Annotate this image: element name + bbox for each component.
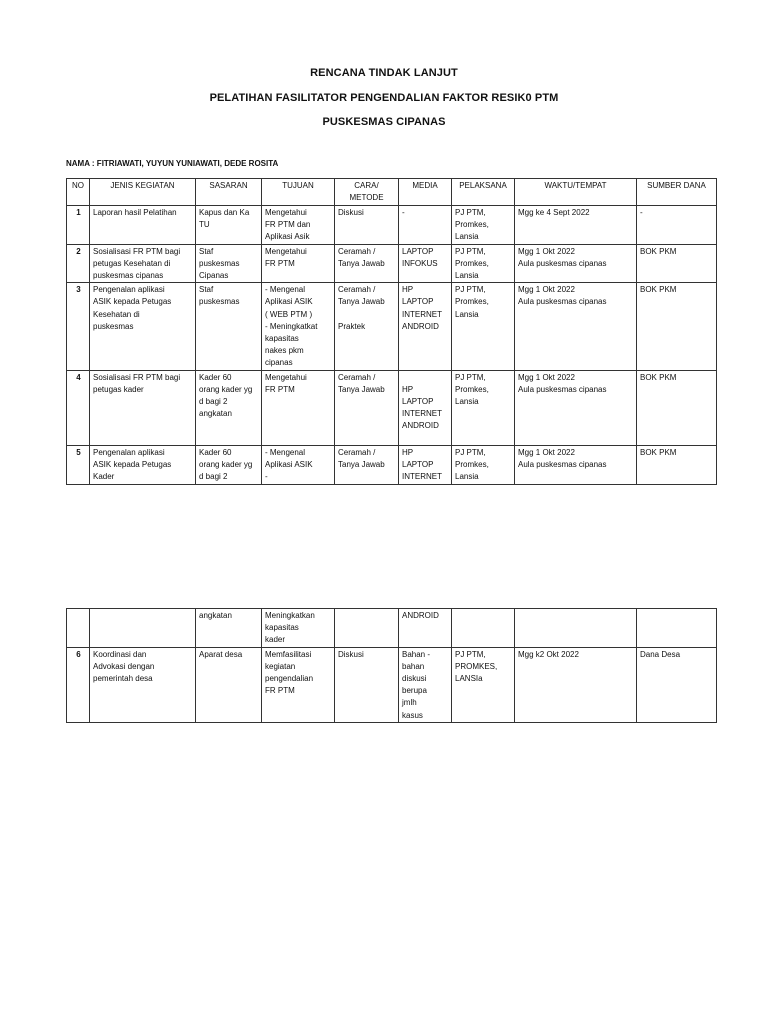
cell-media [399, 283, 452, 370]
cell-line: SUMBER DANA [647, 181, 706, 190]
cell-pelaksana [452, 370, 515, 445]
cell-line: INTERNET [402, 309, 442, 319]
cell-line: puskesmas [199, 297, 240, 307]
cell-line: Mengetahui [265, 246, 307, 256]
cell-waktu-tempat [515, 283, 637, 370]
cell-line [518, 610, 634, 622]
cell-line: PJ PTM, [455, 208, 486, 217]
cell-sasaran [196, 244, 262, 283]
cell-line: LAPTOP [402, 459, 434, 469]
cell-cara-metode [335, 370, 399, 445]
cell-line: Tanya Jawab [338, 297, 385, 307]
cell-line [93, 610, 193, 622]
cell-line: Tanya Jawab [338, 258, 385, 268]
cell-tujuan [262, 609, 335, 648]
cell-media [399, 647, 452, 722]
cell-line [455, 610, 512, 622]
cell-line: Ceramah / [338, 447, 376, 457]
cell-line: ASIK kepada Petugas [93, 459, 172, 469]
cell-line: Aparat desa [199, 649, 243, 659]
cell-media [399, 370, 452, 445]
document-organization: PUSKESMAS CIPANAS [322, 116, 446, 128]
cell-line: PROMKES, [455, 661, 498, 671]
cell-line: BOK PKM [640, 372, 677, 382]
cell-line: - [265, 472, 268, 482]
cell-line: d bagi 2 [199, 397, 228, 407]
cell-sumber-dana [637, 370, 717, 445]
cell-jenis-kegiatan [90, 206, 196, 245]
cell-line: ( WEB PTM ) [265, 309, 313, 319]
cell-line: INTERNET [402, 409, 442, 419]
cell-line: METODE [349, 193, 384, 203]
cell-line: WAKTU/TEMPAT [544, 181, 607, 190]
cell-waktu-tempat [515, 370, 637, 445]
cell-waktu-tempat [515, 445, 637, 484]
cell-waktu-tempat [515, 244, 637, 283]
cell-line: CARA/ [354, 181, 379, 190]
cell-waktu-tempat [515, 179, 637, 206]
cell-line: puskesmas cipanas [93, 271, 164, 281]
cell-line: ASIK kepada Petugas [93, 297, 172, 307]
cell-line: ANDROID [402, 421, 439, 431]
cell-line: Dana Desa [640, 649, 681, 659]
cell-line: BOK PKM [640, 447, 677, 457]
cell-jenis-kegiatan [90, 179, 196, 206]
cell-line: Lansia [455, 309, 479, 319]
cell-sumber-dana [637, 244, 717, 283]
cell-line: Aplikasi ASIK [265, 297, 313, 307]
cell-media [399, 609, 452, 648]
cell-line: Promkes, [455, 384, 489, 394]
cell-line: BOK PKM [640, 285, 677, 295]
cell-line [70, 610, 87, 622]
cell-line: HP [402, 447, 414, 457]
cell-line: Kesehatan di [93, 309, 140, 319]
cell-line: Lansia [455, 232, 479, 242]
cell-line: Kader 60 [199, 447, 232, 457]
cell-line: LANSIa [455, 674, 483, 684]
cell-line: Advokasi dengan [93, 661, 155, 671]
cell-sumber-dana [637, 206, 717, 245]
document-title: RENCANA TINDAK LANJUT [310, 67, 458, 79]
cell-line: jmlh [402, 698, 417, 708]
cell-no [67, 206, 90, 245]
cell-line: - [402, 208, 405, 217]
cell-line: - Meningkatkat [265, 321, 318, 331]
action-plan-table-page-1 [66, 178, 717, 485]
cell-no [67, 609, 90, 648]
cell-line: orang kader yg [199, 459, 253, 469]
cell-sumber-dana [637, 647, 717, 722]
cell-line [402, 372, 449, 384]
participant-names: NAMA : FITRIAWATI, YUYUN YUNIAWATI, DEDE ROSITA [66, 159, 279, 168]
cell-line: Mgg 1 Okt 2022 [518, 285, 575, 295]
cell-line: Tanya Jawab [338, 384, 385, 394]
cell-line: PJ PTM, [455, 447, 486, 457]
cell-pelaksana [452, 206, 515, 245]
table-row [67, 445, 717, 484]
cell-line: Mgg k2 Okt 2022 [518, 649, 579, 659]
cell-tujuan [262, 206, 335, 245]
cell-jenis-kegiatan [90, 244, 196, 283]
cell-line: berupa [402, 686, 427, 696]
cell-cara-metode [335, 206, 399, 245]
cell-line: kegiatan [265, 661, 296, 671]
cell-jenis-kegiatan [90, 647, 196, 722]
cell-line: 4 [76, 372, 81, 382]
cell-no [67, 179, 90, 206]
cell-line: Ceramah / [338, 246, 376, 256]
cell-line: kasus [402, 710, 423, 720]
cell-line: Mengetahui [265, 372, 307, 382]
cell-line: Mgg 1 Okt 2022 [518, 372, 575, 382]
cell-line: d bagi 2 [199, 472, 228, 482]
cell-line: HP [402, 285, 414, 295]
cell-tujuan [262, 179, 335, 206]
cell-line: Promkes, [455, 459, 489, 469]
cell-line: 5 [76, 447, 81, 457]
cell-media [399, 244, 452, 283]
cell-cara-metode [335, 283, 399, 370]
cell-line [338, 610, 396, 622]
cell-sasaran [196, 609, 262, 648]
cell-line: PJ PTM, [455, 285, 486, 295]
table-row [67, 206, 717, 245]
table-row [67, 647, 717, 722]
cell-line: 6 [76, 649, 81, 659]
cell-line: JENIS KEGIATAN [110, 181, 175, 190]
cell-line: Aplikasi Asik [265, 232, 310, 242]
cell-sumber-dana [637, 445, 717, 484]
cell-line: Meningkatkan [265, 611, 315, 620]
cell-sumber-dana [637, 283, 717, 370]
cell-line: SASARAN [209, 181, 248, 190]
cell-line: angkatan [199, 409, 232, 419]
cell-tujuan [262, 370, 335, 445]
cell-line: PJ PTM, [455, 246, 486, 256]
cell-line: Diskusi [338, 649, 364, 659]
cell-line: Mgg ke 4 Sept 2022 [518, 208, 590, 217]
cell-line: Mengetahui [265, 208, 307, 217]
cell-line: ANDROID [402, 611, 439, 620]
cell-line: Aula puskesmas cipanas [518, 459, 607, 469]
action-plan-table-page-2 [66, 608, 717, 723]
cell-sasaran [196, 445, 262, 484]
cell-line: ANDROID [402, 321, 439, 331]
cell-line: Kader 60 [199, 372, 232, 382]
cell-line: Tanya Jawab [338, 459, 385, 469]
cell-line: TU [199, 220, 210, 230]
cell-line: Aula puskesmas cipanas [518, 297, 607, 307]
cell-line: 2 [76, 246, 81, 256]
cell-pelaksana [452, 179, 515, 206]
cell-line: INFOKUS [402, 258, 438, 268]
cell-line: Pengenalan aplikasi [93, 447, 165, 457]
cell-line: Staf [199, 285, 214, 295]
cell-pelaksana [452, 283, 515, 370]
cell-line: pengendalian [265, 674, 314, 684]
cell-line: kapasitas [265, 334, 299, 344]
cell-line: Kapus dan Ka [199, 208, 250, 217]
cell-line: PJ PTM, [455, 372, 486, 382]
cell-no [67, 647, 90, 722]
cell-line: orang kader yg [199, 384, 253, 394]
cell-line: HP [402, 384, 414, 394]
cell-waktu-tempat [515, 647, 637, 722]
cell-line: LAPTOP [402, 397, 434, 407]
cell-sasaran [196, 179, 262, 206]
cell-sasaran [196, 647, 262, 722]
cell-media [399, 206, 452, 245]
cell-line: Ceramah / [338, 285, 376, 295]
table-row [67, 283, 717, 370]
cell-line: BOK PKM [640, 246, 677, 256]
cell-line: FR PTM [265, 384, 295, 394]
cell-line: Mgg 1 Okt 2022 [518, 447, 575, 457]
cell-line: MEDIA [412, 181, 438, 190]
cell-line: 3 [76, 285, 81, 295]
table-row [67, 609, 717, 648]
cell-line [640, 610, 714, 622]
cell-sasaran [196, 370, 262, 445]
cell-line: Promkes, [455, 220, 489, 230]
cell-line: LAPTOP [402, 246, 434, 256]
cell-media [399, 445, 452, 484]
cell-line: Bahan - [402, 649, 431, 659]
cell-line: Aula puskesmas cipanas [518, 384, 607, 394]
cell-line: pemerintah desa [93, 674, 153, 684]
cell-jenis-kegiatan [90, 283, 196, 370]
cell-no [67, 370, 90, 445]
cell-jenis-kegiatan [90, 609, 196, 648]
cell-line: kapasitas [265, 623, 299, 633]
cell-line [338, 309, 396, 321]
cell-line: Kader [93, 472, 115, 482]
cell-cara-metode [335, 445, 399, 484]
cell-media [399, 179, 452, 206]
cell-pelaksana [452, 609, 515, 648]
cell-line: INTERNET [402, 472, 442, 482]
cell-line: puskesmas [199, 258, 240, 268]
cell-line: Sosialisasi FR PTM bagi [93, 246, 181, 256]
cell-line: Diskusi [338, 208, 364, 217]
cell-line: - Mengenal [265, 447, 306, 457]
cell-line: PELAKSANA [459, 181, 507, 190]
cell-line: Ceramah / [338, 372, 376, 382]
table-row [67, 370, 717, 445]
cell-line: kader [265, 635, 286, 645]
cell-line: Cipanas [199, 271, 229, 281]
cell-sasaran [196, 206, 262, 245]
cell-line: angkatan [199, 611, 232, 620]
cell-cara-metode [335, 647, 399, 722]
cell-line: nakes pkm [265, 346, 304, 356]
cell-line: diskusi [402, 674, 427, 684]
cell-line: Memfasilitasi [265, 649, 312, 659]
cell-pelaksana [452, 445, 515, 484]
document-subtitle: PELATIHAN FASILITATOR PENGENDALIAN FAKTOR RESIK0 PTM [209, 92, 559, 104]
cell-line: FR PTM [265, 258, 295, 268]
cell-line: Mgg 1 Okt 2022 [518, 246, 575, 256]
cell-sumber-dana [637, 609, 717, 648]
cell-line: FR PTM dan [265, 220, 311, 230]
cell-line: Sosialisasi FR PTM bagi [93, 372, 181, 382]
table-row [67, 244, 717, 283]
cell-sasaran [196, 283, 262, 370]
cell-line: petugas kader [93, 384, 144, 394]
cell-cara-metode [335, 609, 399, 648]
cell-no [67, 283, 90, 370]
cell-line: Promkes, [455, 297, 489, 307]
cell-line: Lansia [455, 271, 479, 281]
cell-line: Praktek [338, 321, 366, 331]
table-header-row [67, 179, 717, 206]
cell-line: - [640, 208, 643, 217]
cell-cara-metode [335, 179, 399, 206]
cell-line: Pengenalan aplikasi [93, 285, 165, 295]
cell-cara-metode [335, 244, 399, 283]
cell-line: FR PTM [265, 686, 295, 696]
cell-no [67, 445, 90, 484]
cell-waktu-tempat [515, 609, 637, 648]
cell-line: Aula puskesmas cipanas [518, 258, 607, 268]
cell-no [67, 244, 90, 283]
cell-line: TUJUAN [282, 181, 314, 190]
cell-pelaksana [452, 647, 515, 722]
cell-line: petugas Kesehatan di [93, 258, 171, 268]
cell-jenis-kegiatan [90, 445, 196, 484]
cell-sumber-dana [637, 179, 717, 206]
cell-line: Laporan hasil Pelatihan [93, 208, 177, 217]
cell-line: bahan [402, 661, 425, 671]
cell-line: Staf [199, 246, 214, 256]
cell-line: Aplikasi ASIK [265, 459, 313, 469]
cell-line: - Mengenal [265, 285, 306, 295]
cell-line: puskesmas [93, 321, 134, 331]
cell-pelaksana [452, 244, 515, 283]
cell-tujuan [262, 283, 335, 370]
cell-line: cipanas [265, 358, 293, 368]
cell-waktu-tempat [515, 206, 637, 245]
cell-tujuan [262, 445, 335, 484]
cell-line: Lansia [455, 397, 479, 407]
cell-line: 1 [76, 208, 81, 217]
cell-tujuan [262, 647, 335, 722]
cell-line: LAPTOP [402, 297, 434, 307]
cell-jenis-kegiatan [90, 370, 196, 445]
cell-line: Koordinasi dan [93, 649, 147, 659]
cell-line: PJ PTM, [455, 649, 486, 659]
cell-tujuan [262, 244, 335, 283]
cell-line: NO [72, 181, 84, 190]
cell-line: Promkes, [455, 258, 489, 268]
cell-line: Lansia [455, 472, 479, 482]
